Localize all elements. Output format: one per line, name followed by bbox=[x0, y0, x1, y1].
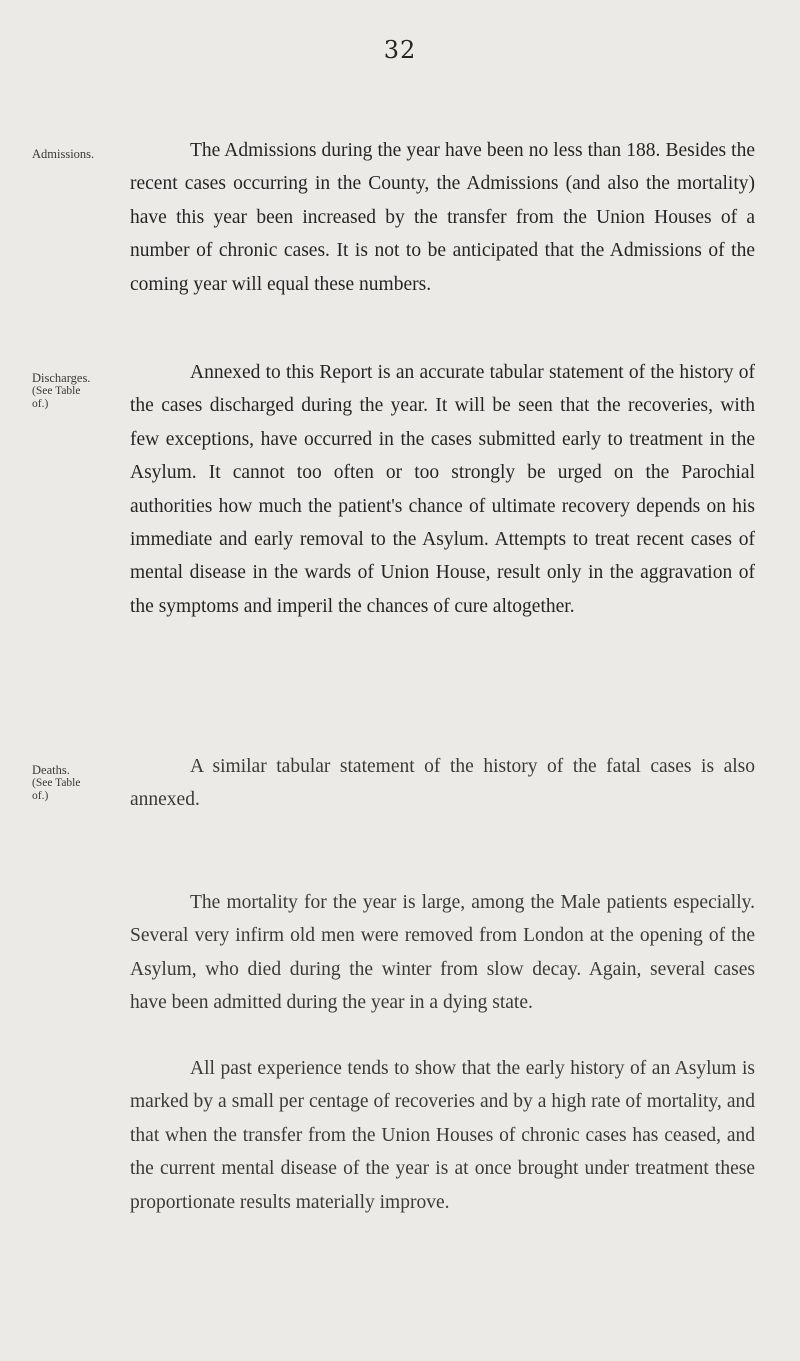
margin-note-sub: (See Table of.) bbox=[32, 777, 81, 802]
margin-note-admissions bbox=[32, 148, 96, 161]
margin-note-sub: (See Table of.) bbox=[32, 385, 81, 410]
margin-note-discharges bbox=[32, 372, 96, 411]
margin-note-label: Deaths. bbox=[32, 763, 70, 777]
margin-note-deaths bbox=[32, 764, 96, 803]
paragraph-experience: All past experience tends to show that the early history of an Asylum is marked by a small per centage of recoveries and by a high rate of mortality, and that when the transfer from the Union Houses of chronic cases has ceased, and the current mental disease of the year is at once brought under treatment these proportionate results materially improve. bbox=[130, 1058, 755, 1213]
paragraph-discharges: Annexed to this Report is an accurate tabular statement of the history of the cases discharged during the year. It will be seen that the recoveries, with few exceptions, have occurred in the cases submitted early to treatment in the Asylum. It cannot too often or too strongly be urged on the Parochial authorities how much the patient's chance of ultimate recovery depends on his immediate and early removal to the Asylum. Attempts to treat recent cases of mental disease in the wards of Union House, result only in the aggravation of the symptoms and imperil the chances of cure altogether. bbox=[130, 362, 755, 617]
paragraph-admissions: The Admissions during the year have been no less than 188. Besides the recent cases occurring in the County, the Admissions (and also the mortality) have this year been increased by the transfer from the Union Houses of a number of chronic cases. It is not to be anticipated that the Admissions of the coming year will equal these numbers. bbox=[130, 140, 755, 295]
paragraph-deaths: A similar tabular statement of the history of the fatal cases is also annexed. bbox=[130, 756, 755, 811]
page-number: 32 bbox=[383, 36, 417, 64]
margin-note-label: Discharges. bbox=[32, 371, 91, 385]
margin-note-label: Admissions. bbox=[32, 147, 95, 161]
paragraph-mortality: The mortality for the year is large, among the Male patients especially. Several very infirm old men were removed from London at the opening of the Asylum, who died during the winter from slow decay. Again, several cases have been admitted during the year in a dying state. bbox=[130, 892, 755, 1014]
